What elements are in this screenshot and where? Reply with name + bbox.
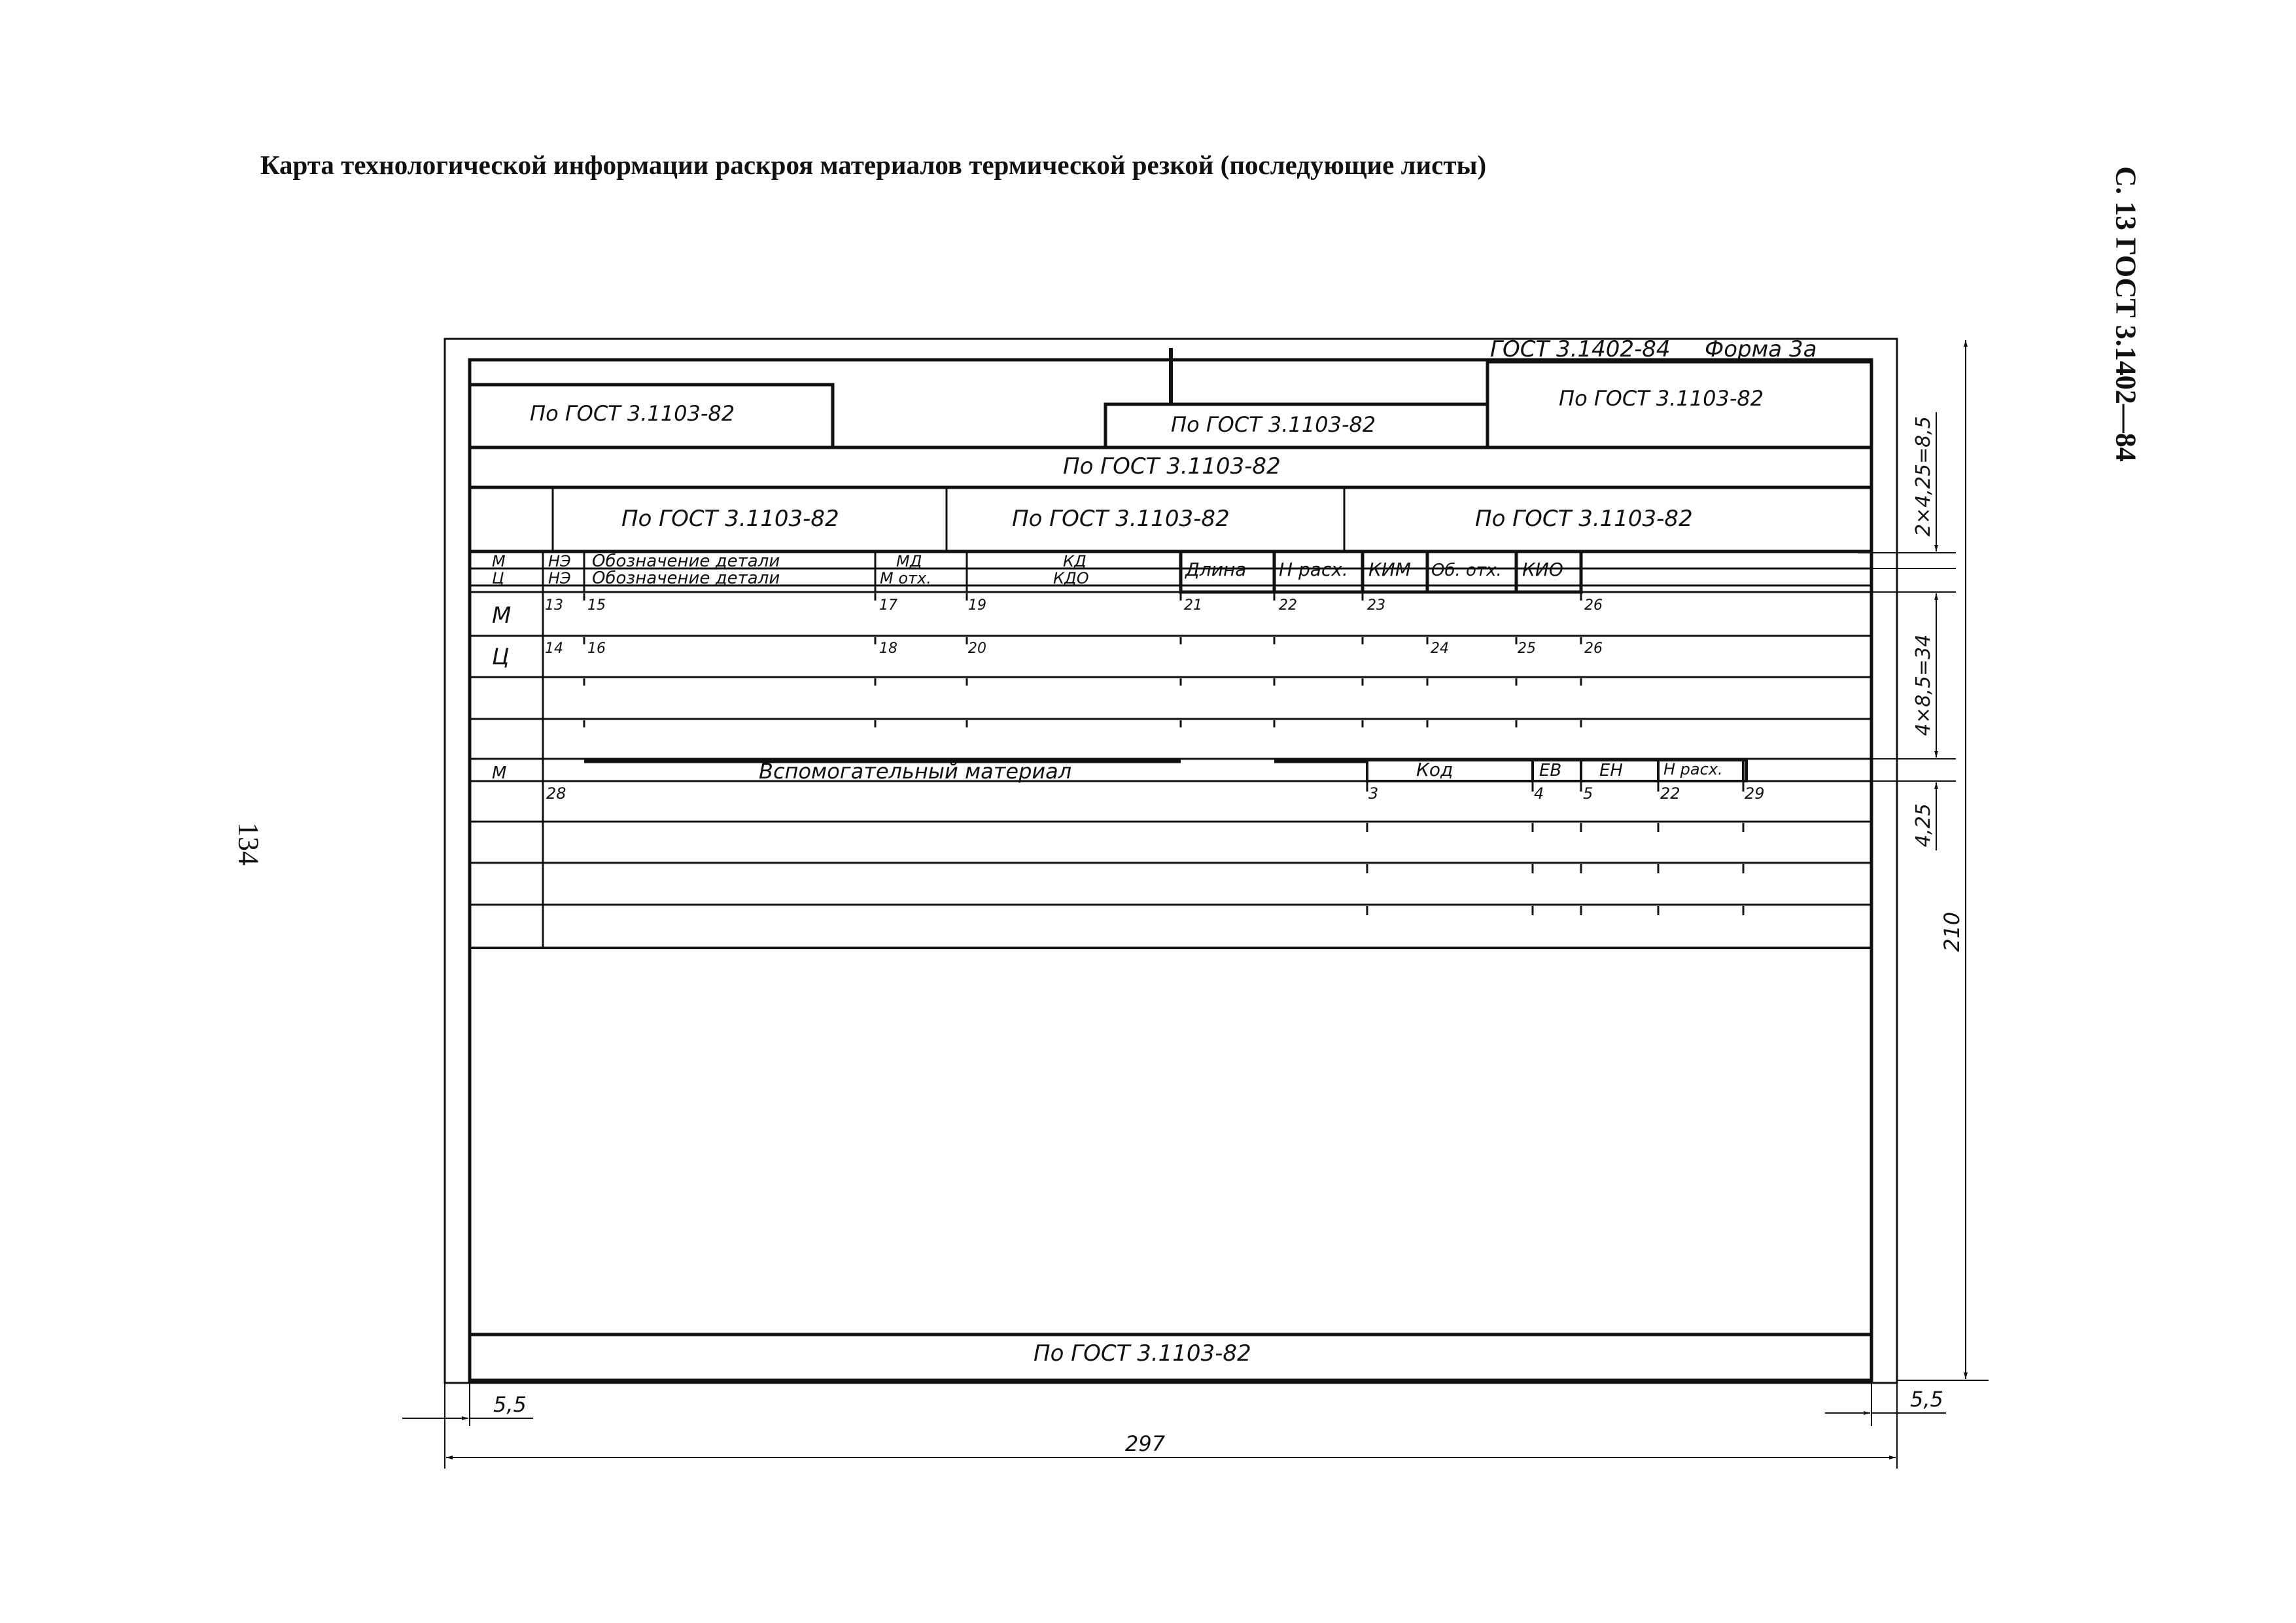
header-c-ne: НЭ	[548, 569, 571, 587]
side-header-text: С. 13 ГОСТ 3.1402—84	[2110, 166, 2142, 462]
aux-num-29: 29	[1745, 784, 1765, 803]
header-row-code-m: М	[492, 552, 506, 570]
header-row-code-c: Ц	[492, 569, 504, 587]
ref-col2-text: По ГОСТ 3.1103-82	[1012, 506, 1230, 532]
header-m-kim: КИМ	[1368, 559, 1411, 580]
row-c-num-24: 24	[1431, 640, 1449, 657]
aux-ev: ЕВ	[1539, 761, 1562, 780]
row-m-num-26: 26	[1584, 597, 1603, 614]
aux-num-28: 28	[546, 784, 566, 803]
row-m-num-15: 15	[587, 597, 606, 614]
header-m-ob-otkh: Об. отх.	[1431, 561, 1502, 580]
header-c-m-otkh: М отх.	[880, 569, 931, 587]
page-title: Карта технологической информации раскроя материалов термической резкой (последующие листы)	[260, 150, 1487, 180]
standard-label: ГОСТ 3.1402-84	[1490, 336, 1671, 362]
header-m-md: МД	[896, 552, 922, 570]
row-m-num-19: 19	[968, 597, 986, 614]
header-m-kio: КИО	[1522, 559, 1563, 580]
ref-col3-text: По ГОСТ 3.1103-82	[1475, 506, 1693, 532]
row-code-c: Ц	[492, 644, 510, 670]
stamp-left-text: По ГОСТ 3.1103-82	[530, 401, 735, 426]
dim-aux-row: 4,25	[1912, 803, 1935, 847]
stamp-middle-text: По ГОСТ 3.1103-82	[1171, 412, 1376, 437]
row-m-num-17: 17	[879, 597, 897, 614]
header-m-n-rash: Н расх.	[1279, 559, 1348, 580]
dim-margin-left: 5,5	[493, 1392, 527, 1417]
aux-row-ticks	[1367, 782, 1743, 915]
form-label: Форма 3а	[1705, 336, 1817, 362]
row-c-num-14: 14	[545, 640, 563, 657]
bottom-ref-text: По ГОСТ 3.1103-82	[1034, 1340, 1251, 1367]
aux-kod: Код	[1416, 759, 1453, 780]
row-m-num-13: 13	[545, 597, 563, 614]
sheet-border	[445, 339, 1897, 1383]
aux-num-22: 22	[1660, 784, 1680, 803]
row-c-num-25: 25	[1518, 640, 1536, 657]
row-c-num-16: 16	[587, 640, 606, 657]
aux-row-code-m: М	[492, 763, 507, 783]
page-number-text: 134	[232, 822, 265, 865]
row-code-m: М	[492, 602, 512, 629]
aux-num-5: 5	[1583, 784, 1593, 803]
data-row-ticks	[584, 593, 1581, 727]
header-c-kdo: КДО	[1053, 569, 1089, 587]
aux-n-rash: Н расх.	[1663, 760, 1723, 778]
row-m-num-22: 22	[1279, 597, 1297, 614]
header-m-designation: Обозначение детали	[592, 551, 780, 571]
dim-height: 210	[1939, 911, 1964, 952]
row-m-num-21: 21	[1184, 597, 1202, 614]
header-m-kd: КД	[1063, 552, 1087, 570]
header-m-ne: НЭ	[548, 552, 571, 570]
dim-margin-right: 5,5	[1910, 1387, 1943, 1412]
dim-main-rows: 4×8,5=34	[1912, 634, 1935, 736]
stamp-right-text: По ГОСТ 3.1103-82	[1559, 386, 1764, 411]
dim-width: 297	[1125, 1431, 1166, 1456]
aux-num-3: 3	[1368, 784, 1379, 803]
header-c-designation: Обозначение детали	[592, 568, 780, 588]
ref-col1-text: По ГОСТ 3.1103-82	[621, 506, 839, 532]
aux-title: Вспомогательный материал	[759, 759, 1072, 784]
dim-top-rows: 2×4,25=8,5	[1912, 416, 1935, 536]
aux-num-4: 4	[1534, 784, 1544, 803]
row-c-num-26: 26	[1584, 640, 1603, 657]
row-m-num-23: 23	[1367, 597, 1385, 614]
ref-row-text: По ГОСТ 3.1103-82	[1063, 453, 1281, 480]
row-c-num-20: 20	[968, 640, 986, 657]
header-m-length: Длина	[1185, 559, 1247, 580]
aux-en: ЕН	[1599, 761, 1623, 780]
row-c-num-18: 18	[879, 640, 897, 657]
